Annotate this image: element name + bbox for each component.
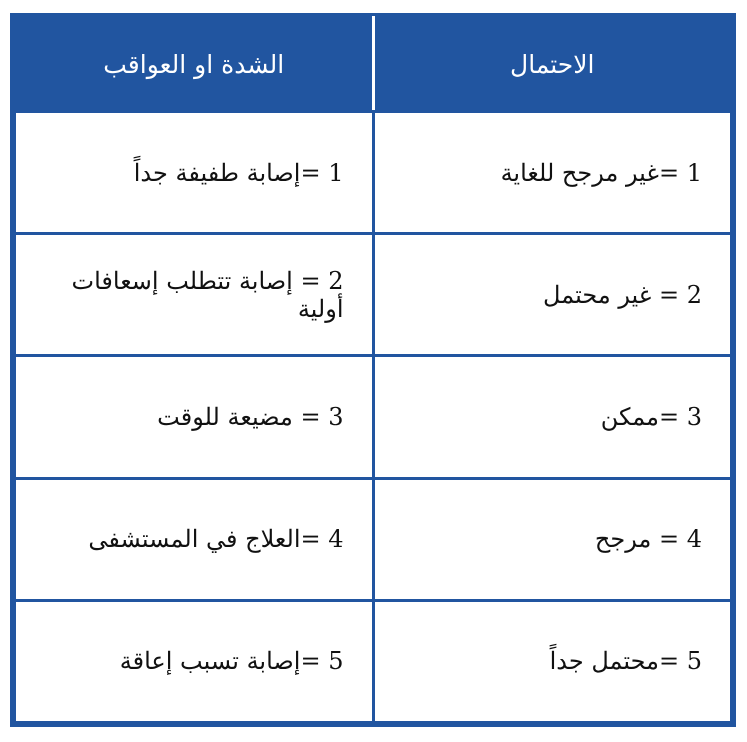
severity-cell: 3 = مضيعة للوقت xyxy=(15,356,374,478)
severity-cell: 4 =العلاج في المستشفى xyxy=(15,478,374,600)
probability-cell: 3 =ممكن xyxy=(373,356,732,478)
table-row xyxy=(15,600,732,722)
probability-cell: 2 = غير محتمل xyxy=(373,234,732,356)
risk-matrix-table xyxy=(13,16,733,724)
probability-cell: 5 =محتمل جداً xyxy=(373,600,732,722)
table-header-row xyxy=(15,18,732,112)
risk-matrix-table-container xyxy=(10,13,736,727)
table-row xyxy=(15,234,732,356)
probability-cell: 1 =غير مرجح للغاية xyxy=(373,112,732,234)
probability-cell: 4 = مرجح xyxy=(373,478,732,600)
table-row xyxy=(15,478,732,600)
header-probability: الاحتمال xyxy=(373,18,732,112)
severity-cell: 1 =إصابة طفيفة جداً xyxy=(15,112,374,234)
severity-cell: 2 = إصابة تتطلب إسعافات أولية xyxy=(15,234,374,356)
header-severity: الشدة او العواقب xyxy=(15,18,374,112)
table-row xyxy=(15,112,732,234)
severity-cell: 5 =إصابة تسبب إعاقة xyxy=(15,600,374,722)
table-row xyxy=(15,356,732,478)
